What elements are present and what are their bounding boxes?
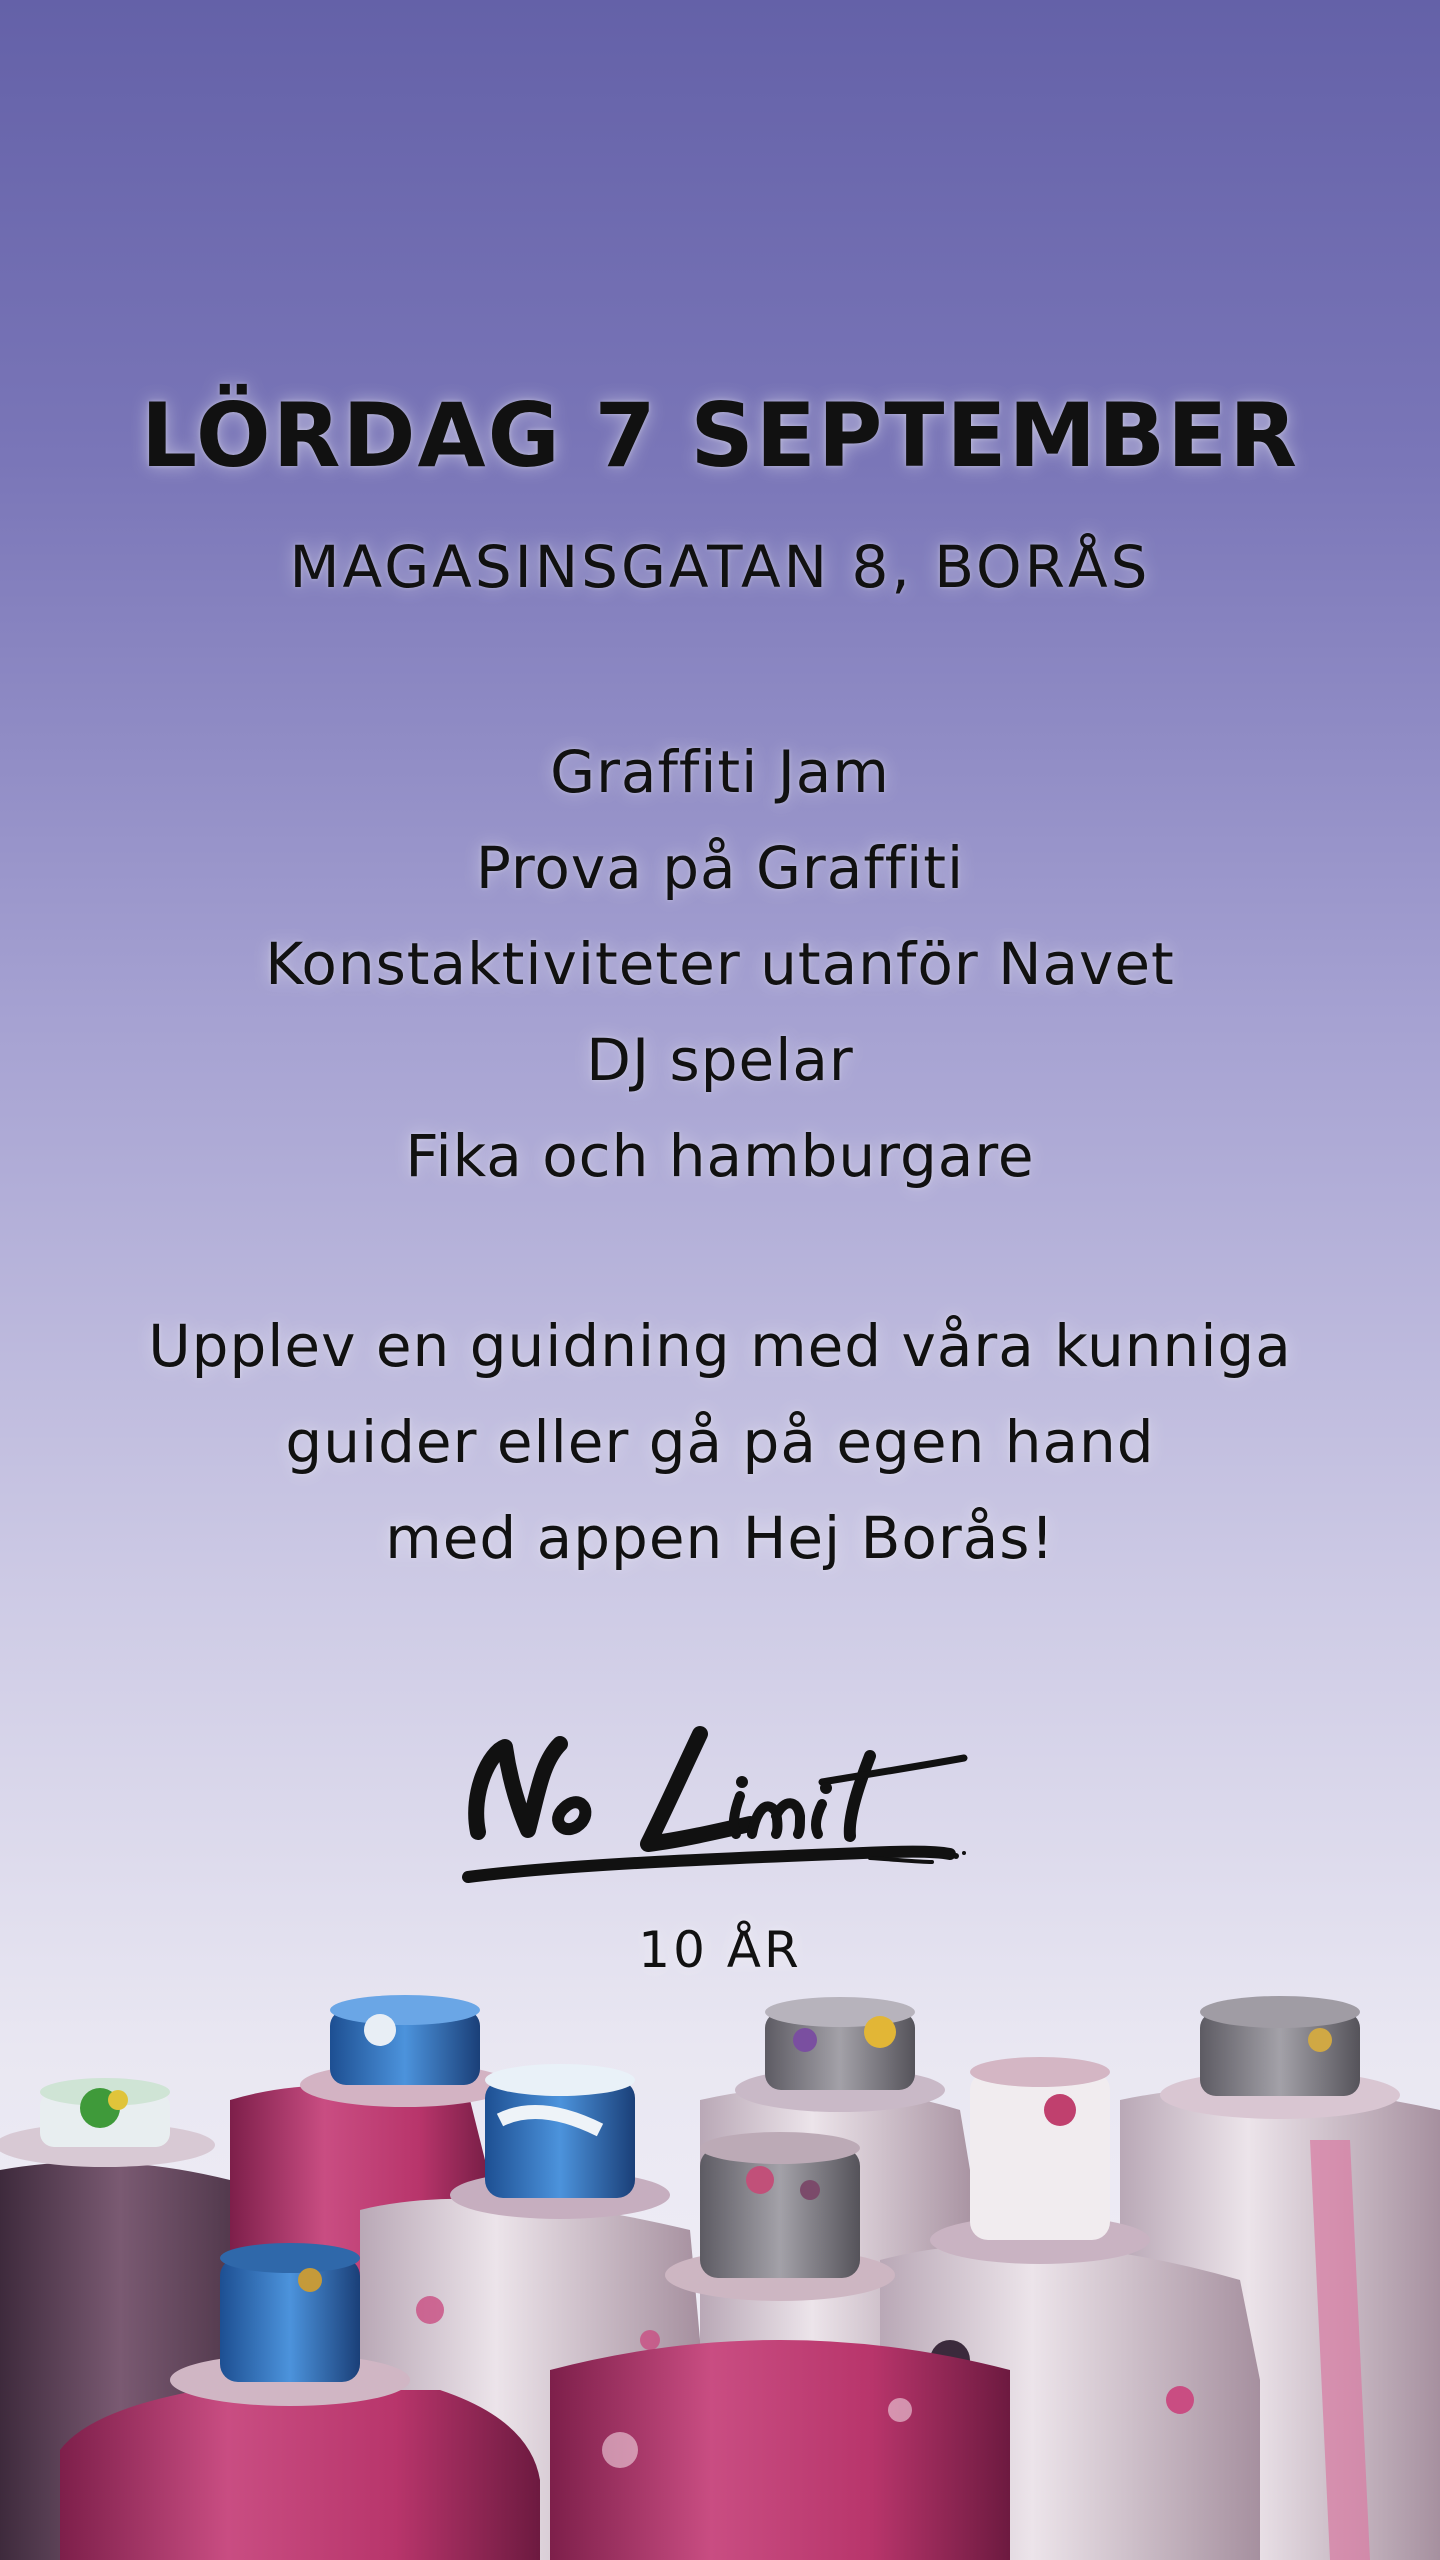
event-date: LÖRDAG 7 SEPTEMBER [140,384,1300,487]
spray-cans-illustration [0,1980,1440,2560]
activity-list [0,724,1440,1204]
activity-item: Graffiti Jam [550,738,890,806]
activity-item: Prova på Graffiti [475,834,965,902]
anniversary-label: 10 ÅR [638,1921,802,1979]
activity-item: DJ spelar [586,1026,854,1094]
activity-item: Konstaktiviteter utanför Navet [265,930,1175,998]
guide-info-line: guider eller gå på egen hand [285,1408,1155,1476]
activity-item: Fika och hamburgare [405,1122,1035,1190]
event-address: MAGASINSGATAN 8, BORÅS [289,533,1151,601]
guide-info-line: Upplev en guidning med våra kunniga [148,1312,1292,1380]
no-limit-logo [450,1712,990,1902]
guide-info [0,1298,1440,1586]
guide-info-line: med appen Hej Borås! [385,1504,1055,1572]
